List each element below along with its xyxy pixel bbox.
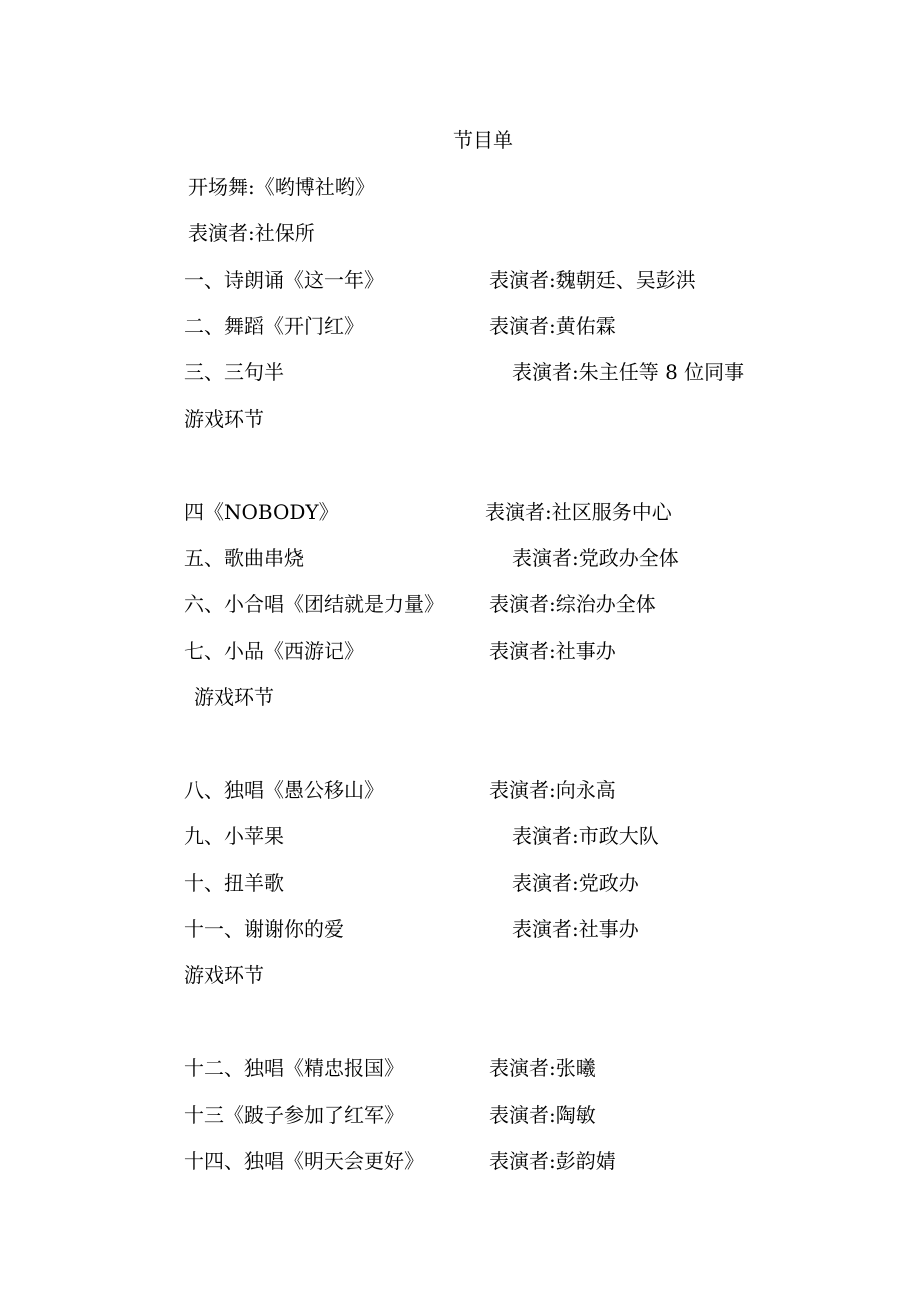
program-item-8: 八、独唱《愚公移山》: [184, 778, 384, 802]
program-item-9: 九、小苹果: [184, 824, 284, 848]
program-item-4: 四《NOBODY》: [184, 500, 339, 524]
game-break-2: 游戏环节: [194, 685, 274, 709]
performer-item-7: 表演者:社事办: [489, 639, 616, 663]
page-title: 节目单: [453, 128, 513, 152]
performer-item-4: 表演者:社区服务中心: [485, 500, 672, 524]
performer-item-9: 表演者:市政大队: [512, 824, 659, 848]
program-item-7: 七、小品《西游记》: [184, 639, 364, 663]
performer-item-10: 表演者:党政办: [512, 871, 639, 895]
program-item-2: 二、舞蹈《开门红》: [184, 314, 364, 338]
program-item-5: 五、歌曲串烧: [184, 546, 304, 570]
performer-item-13: 表演者:陶敏: [489, 1103, 596, 1127]
program-item-12: 十二、独唱《精忠报国》: [184, 1056, 404, 1080]
performer-item-11: 表演者:社事办: [512, 917, 639, 941]
program-item-14: 十四、独唱《明天会更好》: [184, 1149, 424, 1173]
game-break-1: 游戏环节: [184, 407, 264, 431]
performer-item-12: 表演者:张曦: [489, 1056, 596, 1080]
performer-item-6: 表演者:综治办全体: [489, 592, 656, 616]
program-item-1: 一、诗朗诵《这一年》: [184, 268, 384, 292]
program-item-3: 三、三句半: [184, 360, 284, 384]
performer-item-1: 表演者:魏朝廷、吴彭洪: [489, 268, 696, 292]
program-item-11: 十一、谢谢你的爱: [184, 917, 344, 941]
game-break-3: 游戏环节: [184, 963, 264, 987]
program-item-13: 十三《跛子参加了红军》: [184, 1103, 404, 1127]
performer-item-3: 表演者:朱主任等 8 位同事: [512, 360, 745, 384]
performer-item-14: 表演者:彭韵婧: [489, 1149, 616, 1173]
opening-performer: 表演者:社保所: [188, 221, 315, 245]
performer-item-5: 表演者:党政办全体: [512, 546, 679, 570]
program-item-6: 六、小合唱《团结就是力量》: [184, 592, 444, 616]
performer-item-2: 表演者:黄佑霖: [489, 314, 616, 338]
program-item-10: 十、扭羊歌: [184, 871, 284, 895]
performer-item-8: 表演者:向永高: [489, 778, 616, 802]
opening-program: 开场舞:《哟博社哟》: [188, 175, 375, 199]
